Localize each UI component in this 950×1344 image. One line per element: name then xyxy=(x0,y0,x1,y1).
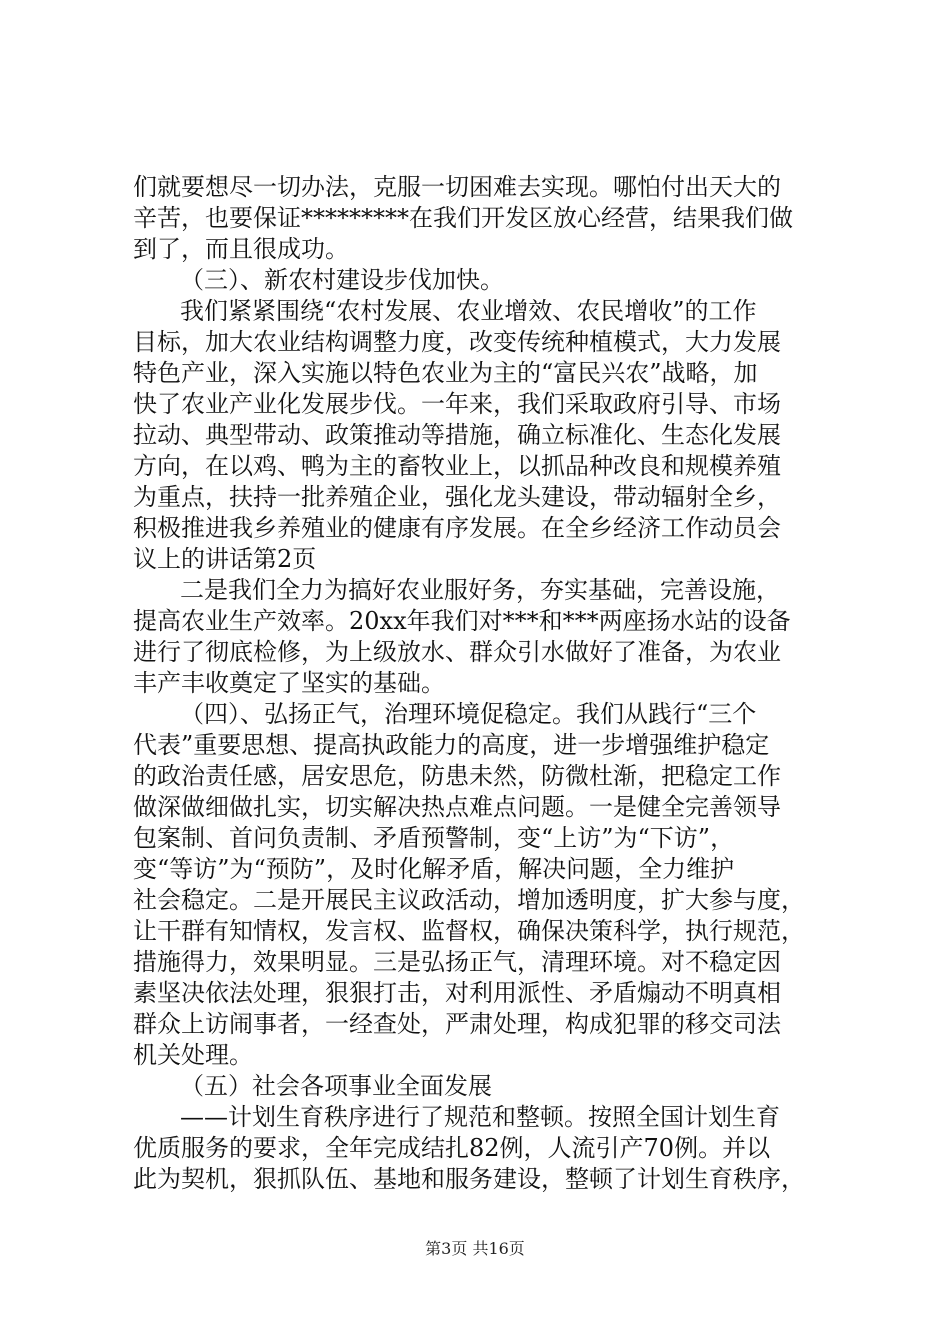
paragraph-start: 我们紧紧围绕“农村发展、农业增效、农民增收”的工作 xyxy=(180,297,757,325)
text-line: 群众上访闹事者，一经查处，严肃处理，构成犯罪的移交司法 xyxy=(133,1010,781,1038)
text-line: 为重点，扶持一批养殖企业，强化龙头建设，带动辐射全乡， xyxy=(133,483,781,511)
text-line: 机关处理。 xyxy=(133,1041,253,1069)
section-heading-4: （四）、弘扬正气，治理环境促稳定。我们从践行“三个 xyxy=(180,700,757,728)
text-line: 的政治责任感，居安思危，防患未然，防微杜渐，把稳定工作 xyxy=(133,762,781,790)
text-line: 社会稳定。二是开展民主议政活动，增加透明度，扩大参与度， xyxy=(133,886,805,914)
text-line: 素坚决依法处理，狠狠打击，对利用派性、矛盾煽动不明真相 xyxy=(133,979,781,1007)
text-line: 包案制、首问负责制、矛盾预警制，变“上访”为“下访”， xyxy=(133,824,735,852)
text-line: 拉动、典型带动、政策推动等措施，确立标准化、生态化发展 xyxy=(133,421,781,449)
text-line: 特色产业，深入实施以特色农业为主的“富民兴农”战略，加 xyxy=(133,359,758,387)
page-footer: 第3页 共16页 xyxy=(425,1239,525,1258)
text-line: 目标，加大农业结构调整力度，改变传统种植模式，大力发展 xyxy=(133,328,781,356)
text-line: 进行了彻底检修，为上级放水、群众引水做好了准备，为农业 xyxy=(133,638,781,666)
body-text xyxy=(133,172,833,1195)
text-line: 此为契机，狠抓队伍、基地和服务建设，整顿了计划生育秩序， xyxy=(133,1165,805,1193)
paragraph-start: ——计划生育秩序进行了规范和整顿。按照全国计划生育 xyxy=(180,1103,780,1131)
section-heading-5: （五）社会各项事业全面发展 xyxy=(180,1072,492,1100)
text-line: 做深做细做扎实，切实解决热点难点问题。一是健全完善领导 xyxy=(133,793,781,821)
text-line: 让干群有知情权，发言权、监督权，确保决策科学，执行规范， xyxy=(133,917,805,945)
paragraph-start: 二是我们全力为搞好农业服好务，夯实基础，完善设施， xyxy=(180,576,780,604)
text-line: 们就要想尽一切办法，克服一切困难去实现。哪怕付出天大的 xyxy=(133,173,781,201)
text-line: 变“等访”为“预防”，及时化解矛盾，解决问题，全力维护 xyxy=(133,855,735,883)
text-line: 到了，而且很成功。 xyxy=(133,235,349,263)
text-line: 丰产丰收奠定了坚实的基础。 xyxy=(133,669,445,697)
text-line: 提高农业生产效率。20xx年我们对***和***两座扬水站的设备 xyxy=(133,607,791,635)
text-line: 积极推进我乡养殖业的健康有序发展。在全乡经济工作动员会 xyxy=(133,514,781,542)
text-line: 方向，在以鸡、鸭为主的畜牧业上，以抓品种改良和规模养殖 xyxy=(133,452,781,480)
section-heading-3: （三）、新农村建设步伐加快。 xyxy=(180,266,504,294)
text-line: 优质服务的要求，全年完成结扎82例，人流引产70例。并以 xyxy=(133,1134,771,1162)
text-line: 议上的讲话第2页 xyxy=(133,545,317,573)
text-line: 辛苦，也要保证*********在我们开发区放心经营，结果我们做 xyxy=(133,204,793,232)
text-line: 快了农业产业化发展步伐。一年来，我们采取政府引导、市场 xyxy=(133,390,781,418)
text-line: 代表”重要思想、提高执政能力的高度，进一步增强维护稳定 xyxy=(133,731,770,759)
text-line: 措施得力，效果明显。三是弘扬正气，清理环境。对不稳定因 xyxy=(133,948,781,976)
